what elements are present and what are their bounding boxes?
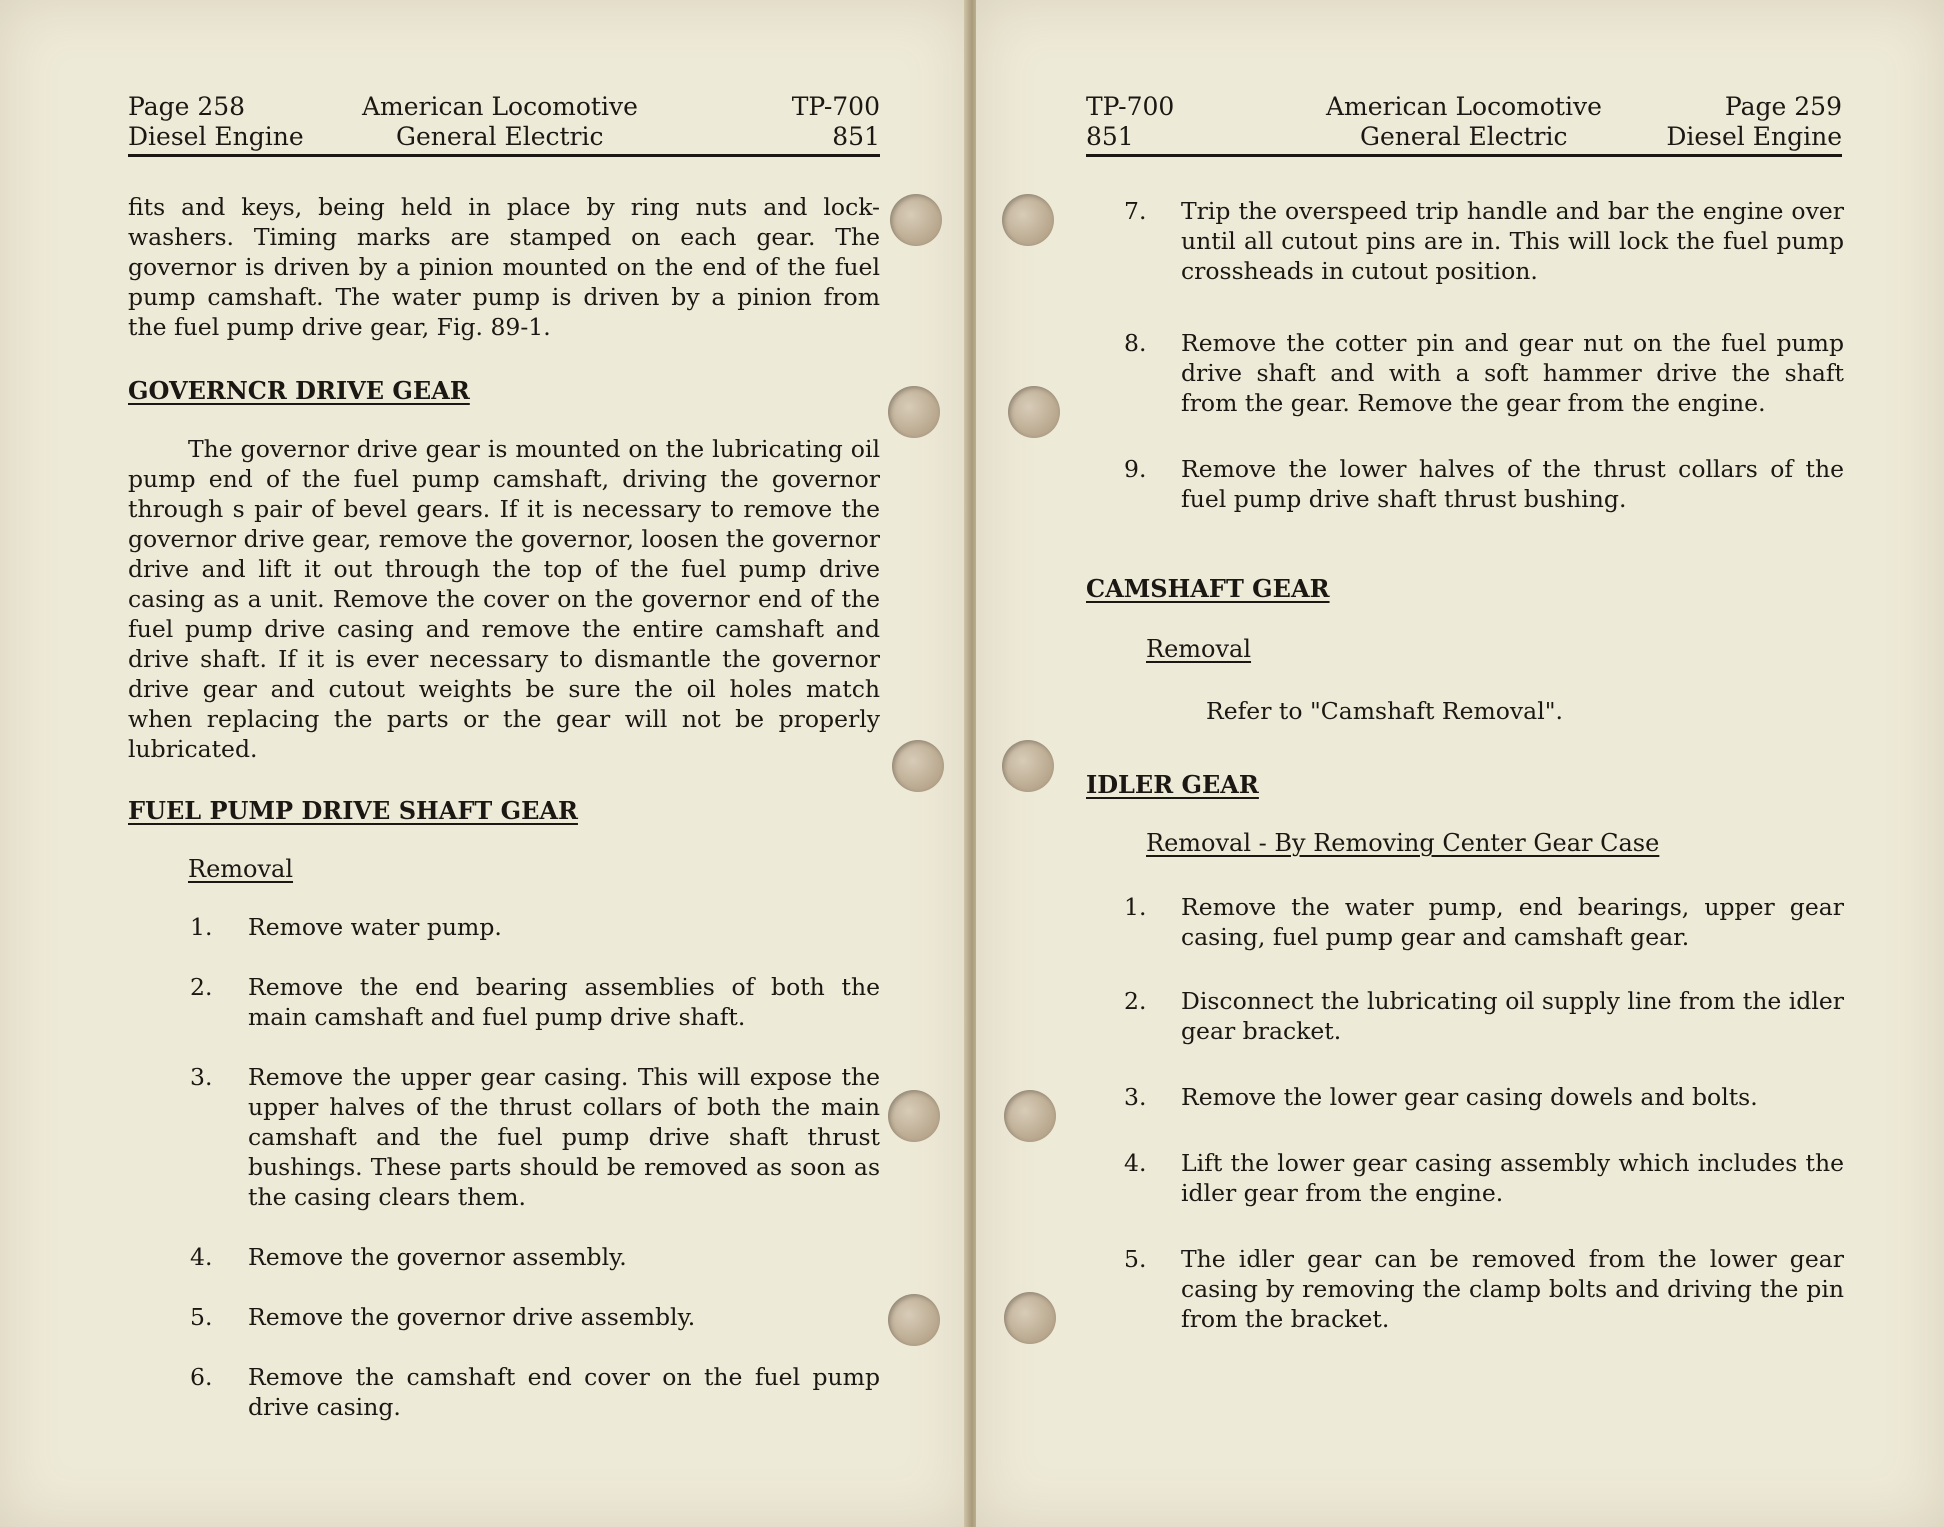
step-text: Remove the end bearing assemblies of both the main camshaft and fuel pump drive shaft. bbox=[248, 973, 880, 1031]
intro-paragraph: fits and keys, being held in place by ring nuts and lock-washers. Timing marks are stamped on each gear. The governor is driven by a pinion mounted on the end of the fuel pump camshaft. The water pump is driven by a pinion from the fuel pump drive gear, Fig. 89-1. bbox=[128, 193, 880, 341]
company-line1: American Locomotive bbox=[1326, 92, 1602, 121]
step-number: 5. bbox=[190, 1303, 213, 1331]
step-number: 5. bbox=[1124, 1245, 1147, 1273]
binder-hole bbox=[890, 194, 942, 246]
camshaft-refer-text: Refer to "Camshaft Removal". bbox=[1206, 697, 1563, 725]
binder-hole bbox=[1002, 740, 1054, 792]
idler-gear-heading: IDLER GEAR bbox=[1086, 770, 1259, 799]
binder-hole bbox=[1002, 194, 1054, 246]
list-item bbox=[128, 1062, 880, 1212]
idler-removal-subheading: Removal - By Removing Center Gear Case bbox=[1146, 829, 1660, 857]
doc-number: 851 bbox=[1086, 122, 1134, 151]
removal-subheading: Removal bbox=[1146, 635, 1252, 663]
step-number: 2. bbox=[190, 973, 213, 1001]
left-page bbox=[0, 0, 968, 1527]
step-text: Remove the camshaft end cover on the fuel pump drive casing. bbox=[248, 1363, 880, 1421]
binder-hole bbox=[888, 1294, 940, 1346]
step-text: Remove the lower halves of the thrust collars of the fuel pump drive shaft thrust bushing. bbox=[1181, 455, 1844, 513]
step-number: 1. bbox=[1124, 893, 1147, 921]
binder-hole bbox=[1004, 1090, 1056, 1142]
right-page bbox=[976, 0, 1944, 1527]
list-item bbox=[128, 1242, 880, 1272]
camshaft-gear-heading: CAMSHAFT GEAR bbox=[1086, 574, 1330, 603]
step-text: Remove the cotter pin and gear nut on the fuel pump drive shaft and with a soft hammer drive the shaft from the gear. Remove the gear from the engine. bbox=[1181, 329, 1844, 417]
list-item bbox=[1086, 1244, 1844, 1334]
list-item bbox=[128, 972, 880, 1032]
step-text: Remove the lower gear casing dowels and bolts. bbox=[1181, 1083, 1758, 1111]
doc-code: TP-700 bbox=[1086, 92, 1175, 121]
page-number: Page 258 bbox=[128, 92, 246, 121]
left-page-header bbox=[128, 92, 880, 157]
governor-drive-gear-heading: GOVERNCR DRIVE GEAR bbox=[128, 376, 470, 405]
right-page-content bbox=[1086, 196, 1844, 1334]
list-item bbox=[1086, 196, 1844, 286]
doc-code: TP-700 bbox=[791, 92, 880, 121]
step-number: 8. bbox=[1124, 329, 1147, 357]
engine-label: Diesel Engine bbox=[1666, 122, 1842, 151]
step-number: 4. bbox=[1124, 1149, 1147, 1177]
step-text: Remove the water pump, end bearings, upper gear casing, fuel pump gear and camshaft gear. bbox=[1181, 893, 1844, 951]
step-number: 3. bbox=[190, 1063, 213, 1091]
step-text: Remove the governor drive assembly. bbox=[248, 1303, 696, 1331]
step-text: Lift the lower gear casing assembly which includes the idler gear from the engine. bbox=[1181, 1149, 1844, 1207]
company-line1: American Locomotive bbox=[362, 92, 638, 121]
list-item bbox=[1086, 328, 1844, 418]
binder-hole bbox=[1008, 386, 1060, 438]
step-text: Remove water pump. bbox=[248, 913, 502, 941]
step-text: Trip the overspeed trip handle and bar the engine over until all cutout pins are in. This will lock the fuel pump crossheads in cutout position. bbox=[1181, 197, 1844, 285]
list-item bbox=[128, 1302, 880, 1332]
list-item bbox=[1086, 1082, 1844, 1112]
step-text: Remove the upper gear casing. This will expose the upper halves of the thrust collars of both the main camshaft and the fuel pump drive shaft thrust bushings. These parts should be removed as soon as the casing clears them. bbox=[248, 1063, 880, 1211]
company-line2: General Electric bbox=[396, 122, 604, 151]
governor-paragraph: The governor drive gear is mounted on the lubricating oil pump end of the fuel pump camshaft, driving the governor through s pair of bevel gears. If it is necessary to remove the governor drive gear, remove the governor, loosen the governor drive and lift it out through the top of the fuel pump drive casing as a unit. Remove the cover on the governor end of the fuel pump drive casing and remove the entire camshaft and drive shaft. If it is ever necessary to dismantle the governor drive gear and cutout weights be sure the oil holes match when replacing the parts or the gear will not be properly lubricated. bbox=[128, 435, 880, 763]
list-item bbox=[1086, 892, 1844, 952]
step-text: The idler gear can be removed from the lower gear casing by removing the clamp bolts and driving the pin from the bracket. bbox=[1181, 1245, 1844, 1333]
fuel-pump-drive-shaft-gear-heading: FUEL PUMP DRIVE SHAFT GEAR bbox=[128, 796, 578, 825]
step-number: 9. bbox=[1124, 455, 1147, 483]
doc-number: 851 bbox=[832, 122, 880, 151]
step-number: 7. bbox=[1124, 197, 1147, 225]
list-item bbox=[1086, 1148, 1844, 1208]
step-text: Remove the governor assembly. bbox=[248, 1243, 627, 1271]
binder-hole bbox=[1004, 1292, 1056, 1344]
binder-hole bbox=[888, 1090, 940, 1142]
engine-label: Diesel Engine bbox=[128, 122, 304, 151]
list-item bbox=[1086, 986, 1844, 1046]
step-number: 1. bbox=[190, 913, 213, 941]
binder-hole bbox=[888, 386, 940, 438]
binder-hole bbox=[892, 740, 944, 792]
list-item bbox=[128, 912, 880, 942]
step-number: 2. bbox=[1124, 987, 1147, 1015]
left-page-content bbox=[128, 192, 880, 1422]
step-number: 6. bbox=[190, 1363, 213, 1391]
company-line2: General Electric bbox=[1360, 122, 1568, 151]
list-item bbox=[128, 1362, 880, 1422]
removal-subheading: Removal bbox=[188, 855, 294, 883]
step-number: 4. bbox=[190, 1243, 213, 1271]
right-page-header bbox=[1086, 92, 1842, 157]
page-number: Page 259 bbox=[1724, 92, 1842, 121]
step-number: 3. bbox=[1124, 1083, 1147, 1111]
step-text: Disconnect the lubricating oil supply line from the idler gear bracket. bbox=[1181, 987, 1844, 1045]
list-item bbox=[1086, 454, 1844, 514]
